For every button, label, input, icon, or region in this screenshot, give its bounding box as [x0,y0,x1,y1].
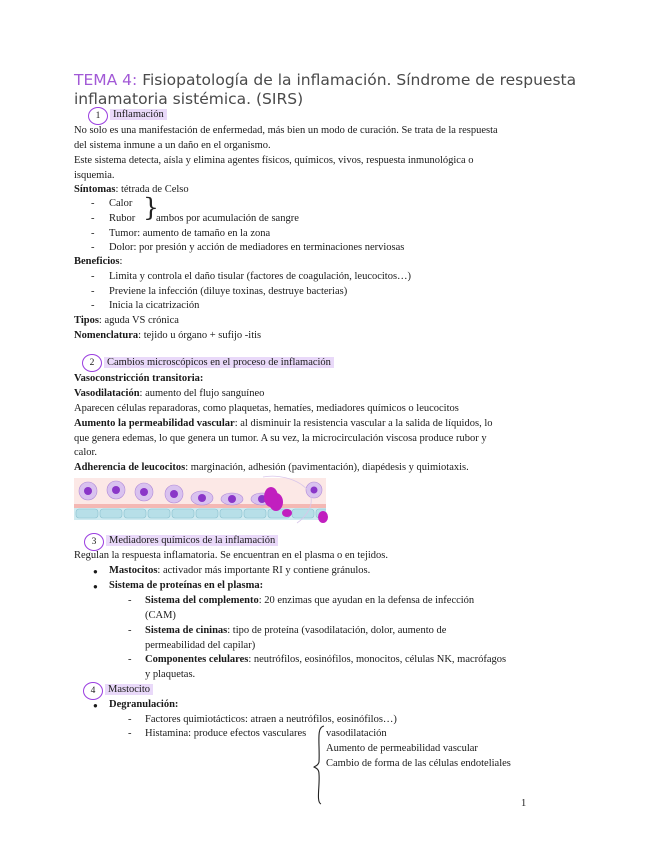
s1-paragraph-1: No solo es una manifestación de enfermedad, más bien un modo de curación. Se trata de la respuesta [74,125,498,136]
page-title [74,71,594,109]
efecto-vasodilatacion: vasodilatación [326,728,387,739]
ambos-note: ambos por acumulación de sangre [156,213,299,224]
cininas-item: Sistema de cininas: tipo de proteína (vasodilatación, dolor, aumento de [145,625,447,636]
permeabilidad-cont: que genera edemas, lo que genera un tumor. A su vez, la microcirculación viscosa produce rubor y [74,433,487,444]
aparecen-line: Aparecen células reparadoras, como plaquetas, hematíes, mediadores químicos o leucocitos [74,403,459,414]
cininas-cont: permeabilidad del capilar) [145,640,256,651]
complemento-item: Sistema del complemento: 20 enzimas que ayudan en la defensa de infección [145,595,475,606]
beneficios-line: Beneficios: [74,256,123,267]
dash-icon: - [128,728,132,739]
dash-icon: - [91,300,95,311]
s1-paragraph-2: Este sistema detecta, aísla y elimina agentes físicos, químicos, vivos, respuesta inmunológica o [74,155,474,166]
sintomas-line: Síntomas: tétrada de Celso [74,184,189,195]
adherencia-line: Adherencia de leucocitos: marginación, adhesión (pavimentación), diapédesis y quimiotaxis. [74,462,469,473]
efecto-permeabilidad: Aumento de permeabilidad vascular [326,743,478,754]
vasoconstriccion-line: Vasoconstricción transitoria: [74,373,204,384]
degranulacion-item: Degranulación: [109,699,179,710]
permeabilidad-line: Aumento la permeabilidad vascular: al disminuir la resistencia vascular a la salida de líquidos, lo [74,418,493,429]
curly-brace-icon: } [143,193,159,222]
efecto-endoteliales: Cambio de forma de las células endoteliales [326,758,511,769]
section-3-heading: Mediadores químicos de la inflamación [106,535,278,546]
factores-item: Factores quimiotácticos: atraen a neutrófilos, eosinófilos…) [145,714,397,725]
bullet-icon: ● [93,701,98,710]
nomenclatura-line: Nomenclatura: tejido u órgano + sufijo -itis [74,330,262,341]
beneficio-1: Limita y controla el daño tisular (factores de coagulación, leucocitos…) [109,271,412,282]
beneficio-3: Inicia la cicatrización [109,300,200,311]
sintoma-tumor: Tumor: aumento de tamaño en la zona [109,228,271,239]
mastocitos-item: Mastocitos: activador más importante RI y contiene gránulos. [109,565,371,576]
section-1-heading: Inflamación [110,109,167,120]
s1-paragraph-1-cont: del sistema inmune a un daño en el organismo. [74,140,271,151]
proteinas-item: Sistema de proteínas en el plasma: [109,580,264,591]
dash-icon: - [128,714,132,725]
s1-paragraph-2-cont: isquemia. [74,170,115,181]
celulares-item: Componentes celulares: neutrófilos, eosinófilos, monocitos, células NK, macrófagos [145,654,507,665]
dash-icon: - [91,198,95,209]
dash-icon: - [91,271,95,282]
section-3-number: 3 [84,533,104,551]
s3-intro: Regulan la respuesta inflamatoria. Se encuentran en el plasma o en tejidos. [74,550,389,561]
title-text: Fisiopatología de la inflamación. Síndrome de respuesta inflamatoria sistémica. (SIRS) [74,71,577,108]
curly-brace-icon [312,724,326,806]
section-1-number: 1 [88,107,108,125]
bullet-icon: ● [93,582,98,591]
dash-icon: - [128,595,132,606]
diapedesis-cell-icon [253,473,333,525]
dash-icon: - [91,286,95,297]
celulares-cont: y plaquetas. [145,669,196,680]
sintoma-rubor: Rubor [109,213,136,224]
dash-icon: - [91,242,95,253]
tipos-line: Tipos: aguda VS crónica [74,315,179,326]
section-4-number: 4 [83,682,103,700]
beneficio-2: Previene la infección (diluye toxinas, destruye bacterias) [109,286,348,297]
page-number: 1 [521,798,527,809]
section-2-number: 2 [82,354,102,372]
dash-icon: - [128,625,132,636]
histamina-item: Histamina: produce efectos vasculares [145,728,307,739]
section-4-heading: Mastocito [105,684,153,695]
dash-icon: - [91,213,95,224]
sintoma-calor: Calor [109,198,133,209]
vasodilatacion-line: Vasodilatación: aumento del flujo sanguíneo [74,388,265,399]
bullet-icon: ● [93,567,98,576]
sintoma-dolor: Dolor: por presión y acción de mediadores en terminaciones nerviosas [109,242,405,253]
dash-icon: - [91,228,95,239]
title-number: TEMA 4: [74,71,138,89]
section-2-heading: Cambios microscópicos en el proceso de inflamación [104,357,334,368]
complemento-cont: (CAM) [145,610,176,621]
permeabilidad-cont-2: calor. [74,447,98,458]
dash-icon: - [128,654,132,665]
